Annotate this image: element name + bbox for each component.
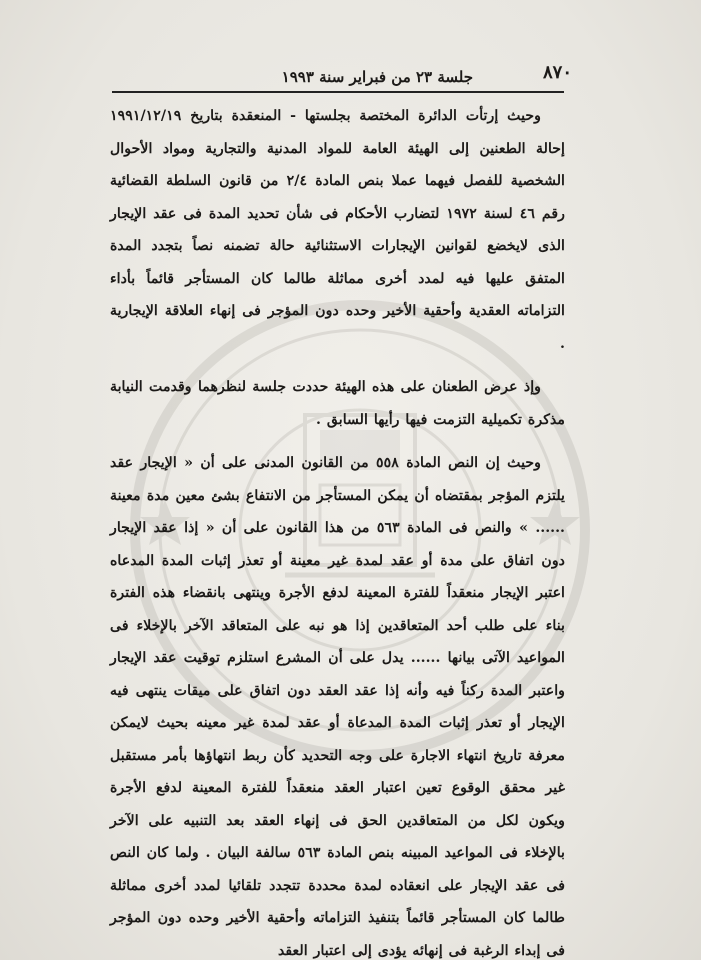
paragraph-session: وإذ عرض الطعنان على هذه الهيئة حددت جلسة لنظرهما وقدمت النيابة مذكرة تكميلية التزمت فيها رأيها السابق .	[110, 379, 565, 428]
document-body	[110, 100, 565, 960]
page-number: ٨٧٠	[542, 62, 572, 83]
paragraph-legal-analysis: وحيث إن النص المادة ٥٥٨ من القانون المدنى على أن « الإيجار عقد يلتزم المؤجر بمقتضاه أن يمكن المستأجر من الانتفاع بشئ معين مدة معينة ...... » والنص فى المادة ٥٦٣ من هذا القانون على أن « إذا عقد الإيجار دون اتفاق على مدة أو عقد لمدة غير معينة أو تعذر إثبات المدة المدعاه اعتبر الإيجار منعقداً للفترة المعينة لدفع الأجرة وينتهى بانقضاء هذه الفترة بناء على طلب أحد المتعاقدين إذا هو نبه على المتعاقد الآخر بالإخلاء فى المواعيد الآتى بيانها ...... يدل على أن المشرع استلزم توقيت عقد الإيجار واعتبر المدة ركناً فيه وأنه إذا عقد العقد دون اتفاق على ميقات ينتهى فيه الإيجار أو تعذر إثبات المدة المدعاة أو عقد لمدة غير معينه بحيث لايمكن معرفة تاريخ انتهاء الاجارة على وجه التحديد كأن ربط انتهاؤها بأمر مستقبل غير محقق الوقوع تعين اعتبار العقد منعقداً للفترة المعينة لدفع الأجرة ويكون لكل من المتعاقدين الحق فى إنهاء العقد بعد التنبيه على الآخر بالإخلاء فى المواعيد المبينه بنص المادة ٥٦٣ سالفة البيان . ولما كان النص فى عقد الإيجار على انعقاده لمدة محددة تتجدد تلقائيا لمدد أخرى مماثلة طالما كان المستأجر قائماً بتنفيذ التزاماته وأحقية الأخير وحده دون المؤجر فى إبداء الرغبة فى إنهائه يؤدى إلى اعتبار العقد	[110, 455, 565, 959]
paragraph-referral: وحيث إرتأت الدائرة المختصة بجلستها - المنعقدة بتاريخ ١٩٩١/١٢/١٩ إحالة الطعنين إلى الهيئة العامة للمواد المدنية والتجارية ومواد الأحوال الشخصية للفصل فيهما عملا بنص المادة ٢/٤ من قانون السلطة القضائية رقم ٤٦ لسنة ١٩٧٢ لتضارب الأحكام فى شأن تحديد المدة فى عقد الإيجار الذى لايخضع لقوانين الإيجارات الاستثنائية حالة تضمنه نصاً بتجدد المدة المتفق عليها فيه لمدد أخرى مماثلة طالما كان المستأجر قائماً بأداء التزاماته العقدية وأحقية الأخير وحده دون المؤجر فى إنهاء العلاقة الإيجارية .	[110, 108, 566, 352]
page-header	[110, 58, 572, 88]
header-divider	[112, 91, 564, 93]
session-date: جلسة ٢٣ من فبراير سنة ١٩٩٣	[281, 68, 473, 86]
